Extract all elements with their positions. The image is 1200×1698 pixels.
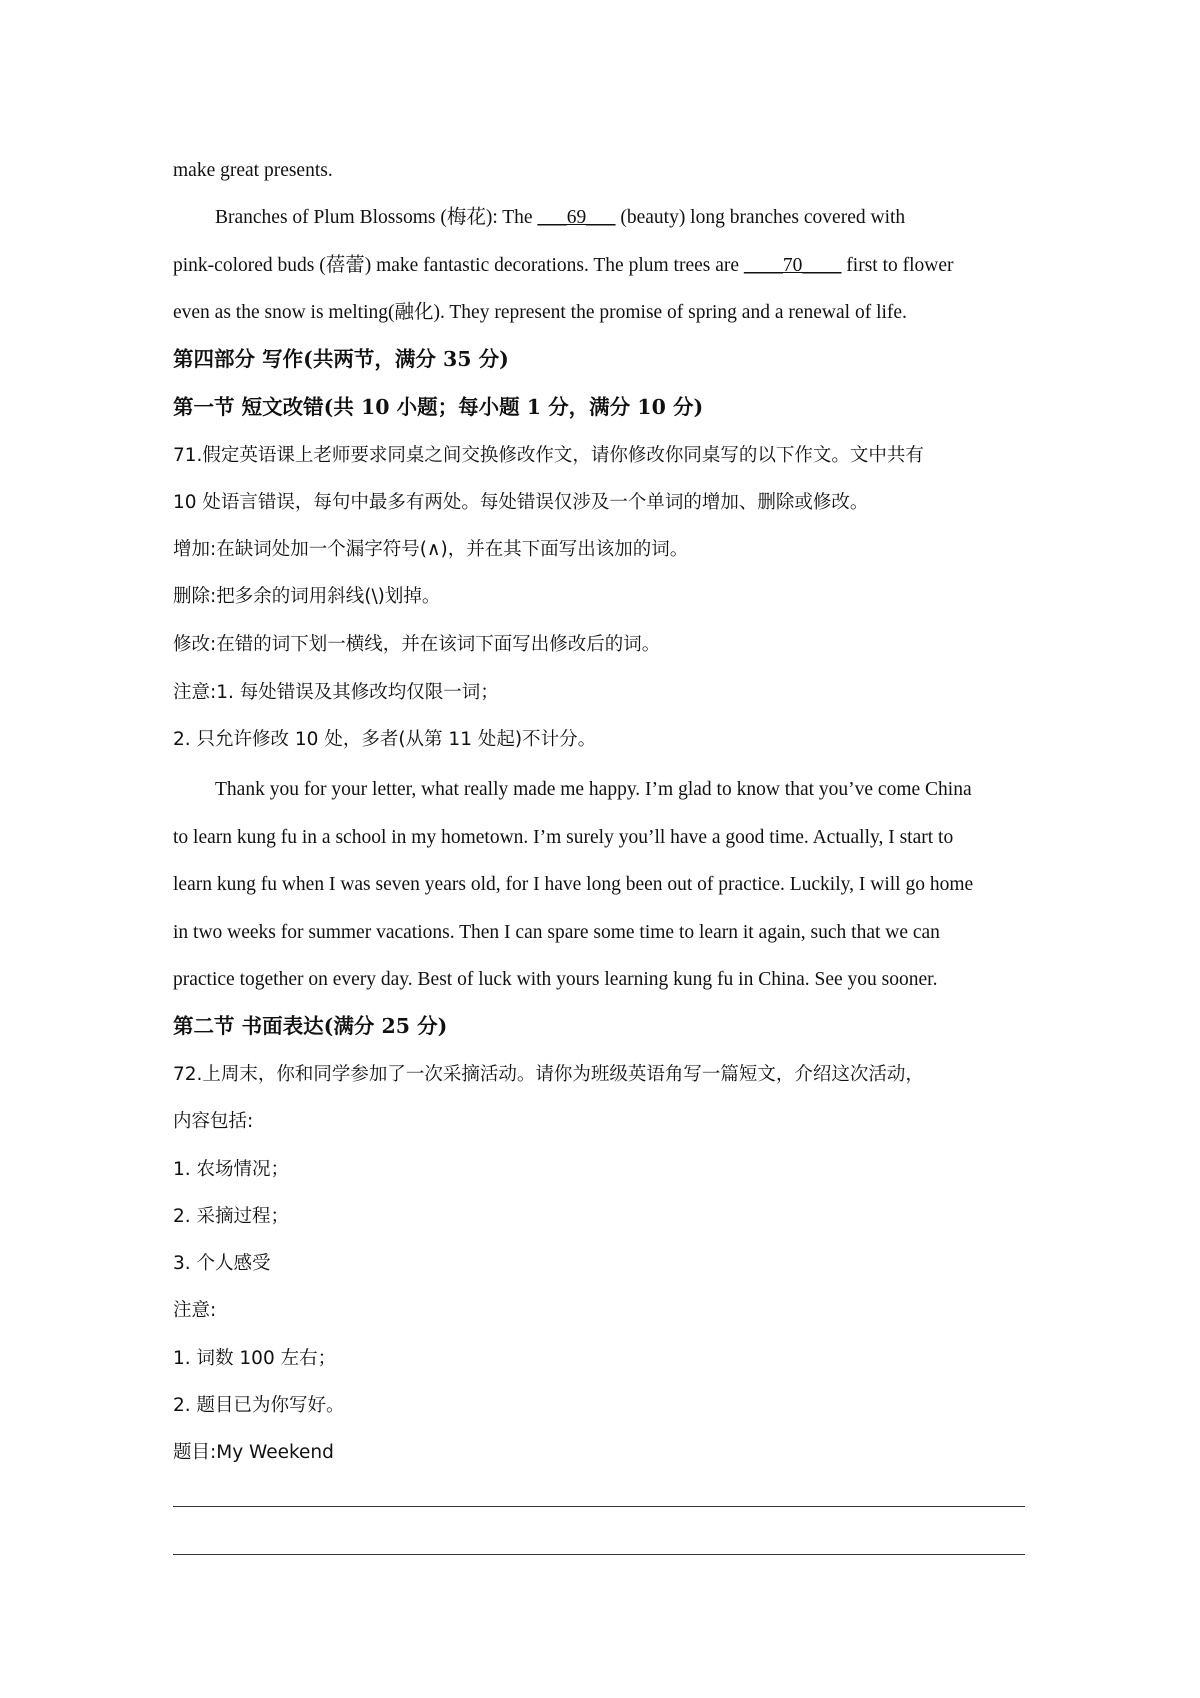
content-point-1: 1. 农场情况； — [173, 1159, 290, 1180]
text-span: first to flower — [841, 255, 954, 276]
blank-69[interactable]: ___69___ — [537, 207, 616, 228]
essay-line-5: practice together on every day. Best of luck with yours learning kung fu in China. See you sooner. — [173, 969, 938, 990]
part4-heading: 第四部分 写作(共两节，满分 35 分) — [173, 347, 509, 371]
answer-line-1[interactable] — [173, 1506, 1025, 1507]
essay-line-1: Thank you for your letter, what really made me happy. I’m glad to know that you’ve come China — [215, 779, 972, 800]
section2-heading: 第二节 书面表达(满分 25 分) — [173, 1014, 448, 1038]
essay-line-3: learn kung fu when I was seven years old, for I have long been out of practice. Luckily, I will go home — [173, 874, 974, 895]
note-2: 2. 只允许修改 10 处，多者(从第 11 处起)不计分。 — [173, 729, 597, 750]
content-point-2: 2. 采摘过程； — [173, 1206, 290, 1227]
rule-delete: 删除:把多余的词用斜线(\)划掉。 — [173, 586, 441, 607]
plum-paragraph-line-3: even as the snow is melting(融化). They represent the promise of spring and a renewal of life. — [173, 302, 907, 323]
content-point-3: 3. 个人感受 — [173, 1253, 271, 1274]
q72-instruction-line-2: 内容包括: — [173, 1111, 254, 1132]
blank-70[interactable]: ____70____ — [743, 255, 842, 276]
text-span: (beauty) long branches covered with — [615, 207, 906, 228]
q71-instruction-line-2: 10 处语言错误，每句中最多有两处。每处错误仅涉及一个单词的增加、删除或修改。 — [173, 492, 869, 513]
passage-line: make great presents. — [173, 160, 333, 181]
rule-add: 增加:在缺词处加一个漏字符号(∧)，并在其下面写出该加的词。 — [173, 539, 689, 560]
text-span: Branches of Plum Blossoms (梅花): The — [215, 207, 538, 228]
plum-paragraph-line-1 — [215, 205, 905, 231]
note-label: 注意: — [173, 1300, 217, 1321]
q72-instruction-line-1: 72.上周末，你和同学参加了一次采摘活动。请你为班级英语角写一篇短文，介绍这次活动， — [173, 1064, 924, 1085]
text-span: pink-colored buds (蓓蕾) make fantastic decorations. The plum trees are — [173, 255, 744, 276]
plum-paragraph-line-2 — [173, 253, 954, 279]
answer-line-2[interactable] — [173, 1554, 1025, 1555]
q71-instruction-line-1: 71.假定英语课上老师要求同桌之间交换修改作文，请你修改你同桌写的以下作文。文中共有 — [173, 445, 924, 466]
essay-line-2: to learn kung fu in a school in my hometown. I’m surely you’ll have a good time. Actually, I start to — [173, 827, 954, 848]
essay-line-4: in two weeks for summer vacations. Then I can spare some time to learn it again, such that we can — [173, 922, 940, 943]
section1-heading: 第一节 短文改错(共 10 小题；每小题 1 分，满分 10 分) — [173, 395, 704, 419]
note-1: 注意:1. 每处错误及其修改均仅限一词； — [173, 682, 499, 703]
essay-title: 题目:My Weekend — [173, 1442, 334, 1463]
note-item-1: 1. 词数 100 左右； — [173, 1348, 337, 1369]
rule-modify: 修改:在错的词下划一横线，并在该词下面写出修改后的词。 — [173, 634, 661, 655]
note-item-2: 2. 题目已为你写好。 — [173, 1395, 345, 1416]
